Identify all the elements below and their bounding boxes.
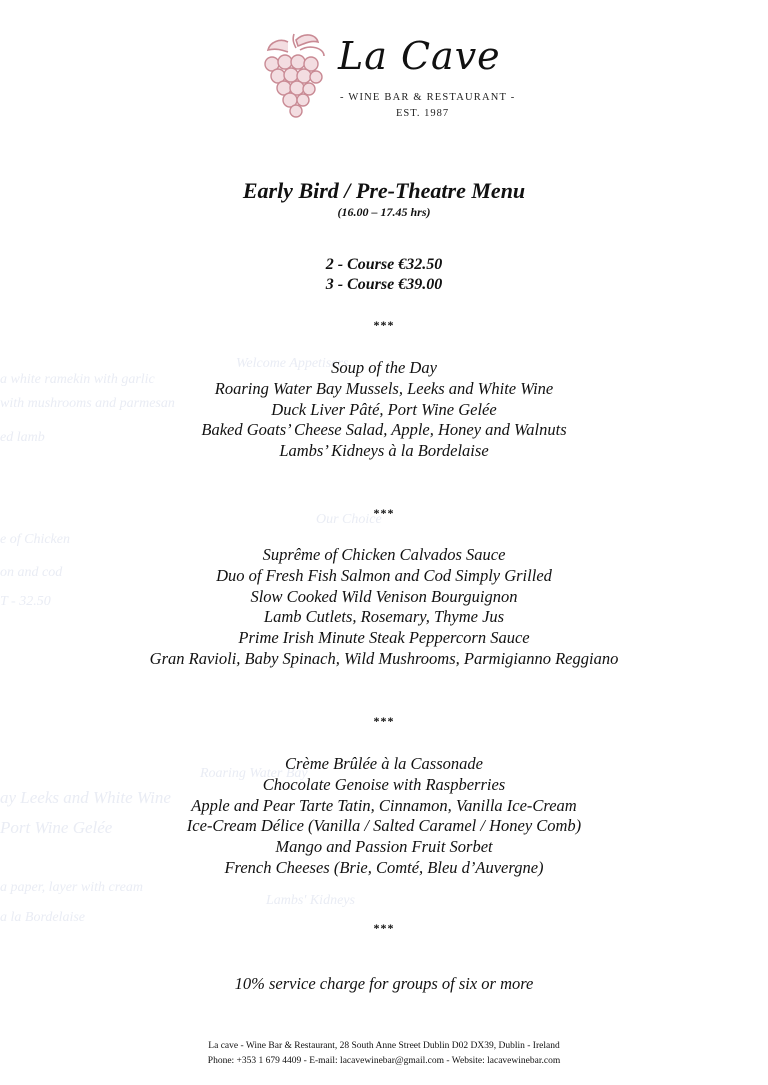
restaurant-logo bbox=[0, 26, 768, 126]
brand-name: La Cave bbox=[338, 34, 501, 78]
grapes-logo-icon bbox=[258, 30, 330, 126]
menu-hours: (16.00 – 17.45 hrs) bbox=[337, 205, 431, 219]
brand-established: EST. 1987 bbox=[396, 108, 450, 119]
service-charge-note: 10% service charge for groups of six or more bbox=[234, 974, 534, 993]
section-separator: *** bbox=[373, 921, 395, 935]
list-item: Duo of Fresh Fish Salmon and Cod Simply Grilled bbox=[216, 565, 552, 585]
section-separator: *** bbox=[373, 506, 395, 520]
list-item: Mango and Passion Fruit Sorbet bbox=[275, 837, 493, 857]
list-item: Duck Liver Pâté, Port Wine Gelée bbox=[271, 399, 497, 419]
starters-list bbox=[0, 358, 768, 462]
mains-list bbox=[0, 545, 768, 670]
brand-subtitle: - WINE BAR & RESTAURANT - bbox=[340, 92, 516, 103]
price-two-course: 2 - Course €32.50 bbox=[325, 256, 443, 273]
list-item: Roaring Water Bay Mussels, Leeks and White Wine bbox=[214, 378, 554, 398]
section-separator: *** bbox=[373, 318, 395, 332]
footer-contact: Phone: +353 1 679 4409 - E-mail: lacavewinebar@gmail.com - Website: lacavewinebar.com bbox=[207, 1056, 561, 1066]
list-item: Lamb Cutlets, Rosemary, Thyme Jus bbox=[263, 607, 505, 627]
section-separator: *** bbox=[373, 714, 395, 728]
list-item: Crème Brûlée à la Cassonade bbox=[285, 754, 483, 773]
list-item: Suprême of Chicken Calvados Sauce bbox=[262, 545, 506, 564]
desserts-list bbox=[0, 754, 768, 879]
list-item: Ice-Cream Délice (Vanilla / Salted Caramel / Honey Comb) bbox=[186, 816, 582, 836]
list-item: Slow Cooked Wild Venison Bourguignon bbox=[250, 586, 518, 606]
list-item: Lambs’ Kidneys à la Bordelaise bbox=[279, 441, 489, 461]
list-item: Gran Ravioli, Baby Spinach, Wild Mushrooms, Parmigianno Reggiano bbox=[149, 648, 619, 668]
menu-page: a white ramekin with garlic with mushrooms and parmesan ed lamb e of Chicken on and cod T - 32.50 ay Leeks and White Wine Port Wine Gelée a paper, layer with cream a la Bordelaise Welcome Appetisers Our Choice Roaring Water Bay Lambs' Kidneys La Cave - WINE BAR & RESTAURANT - EST. 1987 Early Bird / Pre-Theatre Menu (16.00 – 17.45 hrs) 2 - Course €32.50 3 - Course €39.00 *** Soup of the Day Roaring Water Bay Mussels, Leeks and White Wine Duck Liver Pâté, Port Wine Gelée Baked Goats’ Cheese Salad, Apple, Honey and Walnuts Lambs’ Kidneys à la Bordelaise *** Suprême of Chicken Calvados Sauce Duo of Fresh Fish Salmon and Cod Simply Grilled Slow Cooked Wild Venison Bourguignon Lamb Cutlets, Rosemary, Thyme Jus Prime Irish Minute Steak Peppercorn Sauce Gran Ravioli, Baby Spinach, Wild Mushrooms, Parmigianno Reggiano *** Crème Brûlée à la Cassonade Chocolate Genoise with Raspberries Apple and Pear Tarte Tatin, Cinnamon, Vanilla Ice-Cream Ice-Cream Délice (Vanilla / Salted Caramel / Honey Comb) Mango and Passion Fruit Sorbet French Cheeses (Brie, Comté, Bleu d’Auvergne) *** 10% service charge for groups of six or more La cave - Wine Bar & Restaurant, 28 South Anne Street Dublin D02 DX39, Dublin - Ireland Phone: +353 1 679 4409 - E-mail: lacavewinebar@gmail.com - Website: lacavewinebar.com bbox=[0, 0, 768, 1085]
list-item: Chocolate Genoise with Raspberries bbox=[262, 774, 506, 794]
list-item: Apple and Pear Tarte Tatin, Cinnamon, Vanilla Ice-Cream bbox=[191, 795, 577, 815]
menu-title: Early Bird / Pre-Theatre Menu bbox=[242, 178, 526, 203]
list-item: Soup of the Day bbox=[331, 358, 437, 377]
price-three-course: 3 - Course €39.00 bbox=[325, 276, 443, 293]
list-item: Baked Goats’ Cheese Salad, Apple, Honey and Walnuts bbox=[201, 420, 567, 440]
list-item: French Cheeses (Brie, Comté, Bleu d’Auvergne) bbox=[224, 857, 544, 877]
list-item: Prime Irish Minute Steak Peppercorn Sauce bbox=[238, 628, 530, 648]
footer-address: La cave - Wine Bar & Restaurant, 28 South Anne Street Dublin D02 DX39, Dublin - Ireland bbox=[208, 1041, 560, 1051]
